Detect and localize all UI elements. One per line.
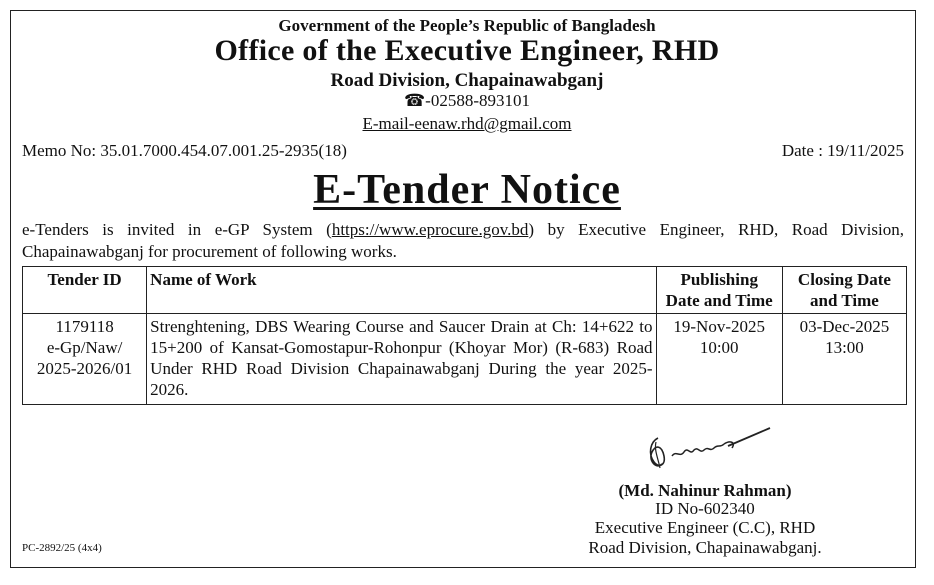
- division-heading: Road Division, Chapainawabganj: [330, 70, 604, 91]
- header-publishing: Publishing Date and Time: [656, 267, 782, 314]
- intro-after: ) by Executive Engineer, RHD, Road Division, Chapainawabganj for procurement of following works.: [22, 220, 904, 261]
- signatory-id: ID No-602340: [655, 499, 755, 518]
- email-address: E-mail-eenaw.rhd@gmail.com: [362, 114, 572, 133]
- header-tender-id: Tender ID: [23, 267, 147, 314]
- footer-code: PC-2892/25 (4x4): [22, 542, 102, 554]
- closing-cell: 03-Dec-2025 13:00: [782, 314, 906, 405]
- table-header-row: [23, 267, 907, 314]
- office-title: Office of the Executive Engineer, RHD: [214, 34, 720, 67]
- tender-table: [22, 266, 907, 405]
- signatory-title: Executive Engineer (C.C), RHD: [594, 518, 816, 537]
- signatory-name: (Md. Nahinur Rahman): [618, 481, 792, 500]
- signature-icon: [628, 424, 778, 484]
- publishing-cell: 19-Nov-2025 10:00: [656, 314, 782, 405]
- header-name-of-work: Name of Work: [147, 267, 656, 314]
- tender-id-cell: 1179118 e-Gp/Naw/ 2025-2026/01: [23, 314, 147, 405]
- intro-before: e-Tenders is invited in e-GP System (: [22, 220, 332, 239]
- signatory-division: Road Division, Chapainawabganj.: [588, 538, 822, 557]
- table-row: [23, 314, 907, 405]
- name-of-work-cell: Strenghtening, DBS Wearing Course and Saucer Drain at Ch: 14+622 to 15+200 of Kansat-Gomostapur-Rohonpur (Khoyar Mor) (R-683) Road Under RHD Road Division Chapainawabganj During the year 2025-2026.: [147, 314, 656, 405]
- notice-title-text: E-Tender Notice: [313, 167, 621, 213]
- notice-title: [0, 166, 934, 214]
- intro-paragraph: [22, 219, 904, 263]
- header-closing: Closing Date and Time: [782, 267, 906, 314]
- phone-number: ☎-02588-893101: [404, 91, 530, 110]
- eprocure-link[interactable]: https://www.eprocure.gov.bd: [331, 220, 529, 239]
- memo-date: Date : 19/11/2025: [781, 141, 904, 160]
- memo-number: Memo No: 35.01.7000.454.07.001.25-2935(18): [22, 141, 347, 160]
- government-heading: Government of the People’s Republic of Bangladesh: [278, 16, 656, 35]
